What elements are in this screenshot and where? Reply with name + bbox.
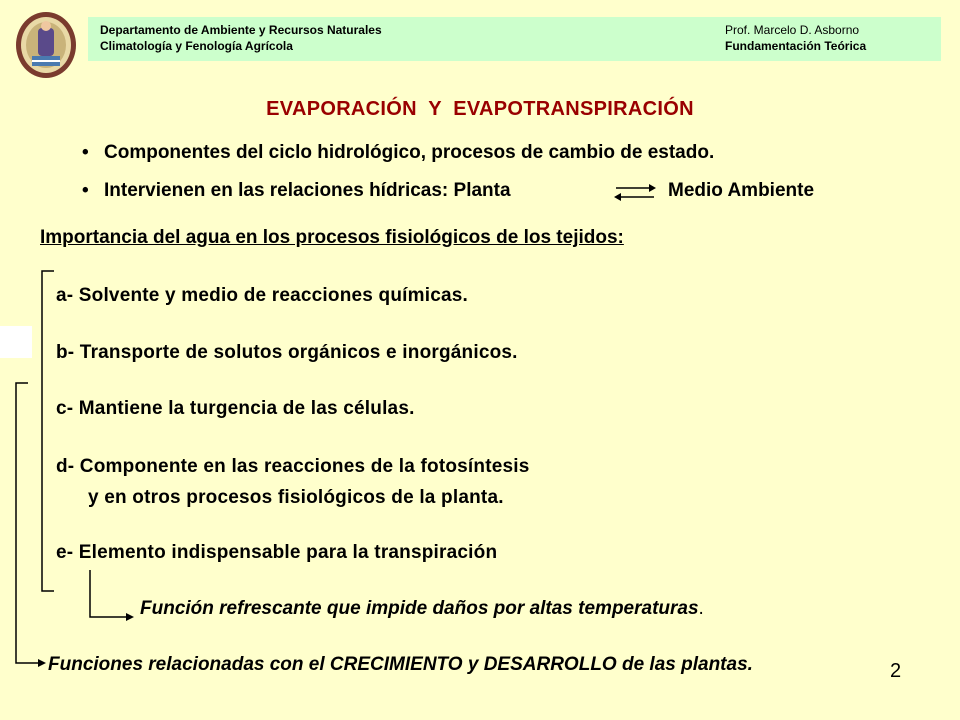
course-name: Climatología y Fenología Agrícola	[100, 39, 293, 53]
item-e: e- Elemento indispensable para la transpiración	[56, 542, 498, 563]
professor-name: Prof. Marcelo D. Asborno	[725, 23, 860, 37]
function-refrescante-period: .	[698, 598, 704, 619]
bullet-text: Intervienen en las relaciones hídricas: Planta	[104, 180, 511, 201]
bullet-icon: •	[82, 142, 89, 163]
item-c: c- Mantiene la turgencia de las células.	[56, 398, 415, 419]
item-d-line1: d- Componente en las reacciones de la fotosíntesis	[56, 456, 530, 477]
bullet-text: Componentes del ciclo hidrológico, procesos de cambio de estado.	[104, 142, 715, 163]
section-heading: Importancia del agua en los procesos fisiológicos de los tejidos:	[40, 227, 624, 248]
page-number: 2	[890, 660, 902, 682]
item-d-line2: y en otros procesos fisiológicos de la planta.	[88, 487, 504, 508]
item-a: a- Solvente y medio de reacciones químicas.	[56, 285, 468, 306]
page-title: EVAPORACIÓN Y EVAPOTRANSPIRACIÓN	[266, 98, 694, 120]
item-b: b- Transporte de solutos orgánicos e inorgánicos.	[56, 342, 518, 363]
bullet-text-end: Medio Ambiente	[668, 180, 815, 201]
function-crecimiento: Funciones relacionadas con el CRECIMIENTO y DESARROLLO de las plantas.	[48, 654, 753, 675]
department-name: Departamento de Ambiente y Recursos Naturales	[100, 23, 382, 37]
bullet-icon: •	[82, 180, 89, 201]
section-name: Fundamentación Teórica	[725, 39, 867, 53]
function-refrescante	[140, 598, 704, 620]
function-refrescante-text: Función refrescante que impide daños por altas temperaturas	[140, 598, 699, 619]
